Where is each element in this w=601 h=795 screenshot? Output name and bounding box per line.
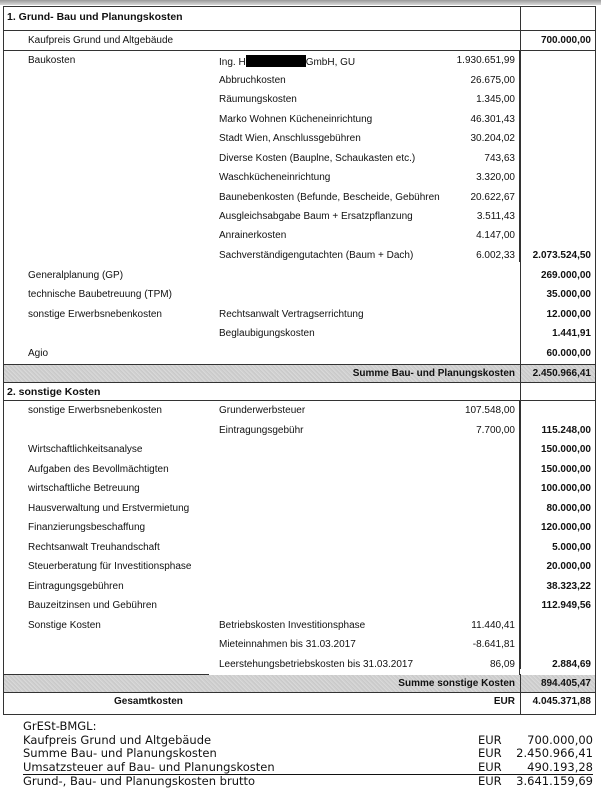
divider: [4, 382, 595, 383]
baukosten-item-label: Waschkücheneinrichtung: [219, 172, 331, 183]
baukosten-item-amount: 3.320,00: [476, 172, 515, 183]
footer-row-label: Grund-, Bau- und Planungskosten brutto: [23, 774, 256, 788]
footer-row-currency: EUR: [478, 774, 502, 788]
amount-column-divider: [519, 400, 520, 675]
baukosten-item-amount: 1.930.651,99: [456, 55, 515, 66]
sonstige-item-label: Mieteinnahmen bis 31.03.2017: [219, 639, 356, 650]
erwerbsnebenkosten-item-total: 1.441,91: [552, 328, 591, 339]
redaction-block: [246, 55, 306, 67]
section1-title: 1. Grund- Bau und Planungskosten: [7, 11, 183, 23]
divider: [4, 6, 595, 7]
total-column-divider: [520, 382, 521, 669]
total-column-divider: [520, 692, 521, 714]
erwerbsnebenkosten-item-label: Rechtsanwalt Vertragserrichtung: [219, 309, 364, 320]
tpm-total: 35.000,00: [546, 289, 591, 300]
baukosten-item-label: Sachverständigengutachten (Baum + Dach): [219, 250, 414, 261]
section1-summe-total: 2.450.966,41: [532, 368, 591, 379]
cost-row-total: 80.000,00: [546, 503, 591, 514]
gesamtkosten-currency: EUR: [493, 696, 515, 707]
baukosten-item-amount: 46.301,43: [470, 114, 515, 125]
baukosten-total: 2.073.524,50: [532, 250, 591, 261]
sonstige-item-label: Betriebskosten Investitionsphase: [219, 620, 366, 631]
cost-row-label: Aufgaben des Bevollmächtigten: [28, 464, 169, 475]
divider: [4, 30, 595, 31]
baukosten-item-label: Diverse Kosten (Bauplne, Schaukasten etc.): [219, 153, 416, 164]
baukosten-item-amount: 4.147,00: [476, 230, 515, 241]
baukosten-item-amount: 1.345,00: [476, 94, 515, 105]
baukosten-item-label: Abbruchkosten: [219, 75, 286, 86]
baukosten-item-label: Ing. H GmbH, GU: [219, 57, 356, 68]
grest-bmgl-summary: [23, 720, 593, 789]
amount-column-divider: [519, 50, 520, 262]
baukosten-item-label: Anrainerkosten: [219, 230, 287, 241]
baukosten-item-amount: 30.204,02: [470, 133, 515, 144]
erwerbsnebenkosten2-label: sonstige Erwerbsnebenkosten: [28, 405, 162, 416]
cost-row-total: 112.949,56: [541, 600, 591, 611]
cost-row-label: Eintragungsgebühren: [28, 581, 124, 592]
cost-row-total: 100.000,00: [540, 483, 591, 494]
cost-row-label: Wirtschaftlichkeitsanalyse: [28, 444, 143, 455]
erwerbsnebenkosten-item-total: 12.000,00: [546, 309, 591, 320]
erwerbsnebenkosten2-total: 115.248,00: [541, 425, 591, 436]
erwerbsnebenkosten2-item-label: Grunderwerbsteuer: [219, 405, 306, 416]
footer-title-text: GrESt-BMGL:: [23, 719, 97, 733]
page-top-edge: [0, 0, 601, 5]
cost-row-label: Bauzeitzinsen und Gebühren: [28, 600, 157, 611]
baukosten-item-amount: 6.002,33: [476, 250, 515, 261]
baukosten-item-amount: 743,63: [484, 153, 515, 164]
generalplanung-total: 269.000,00: [540, 270, 591, 281]
sonstige-item-amount: 11.440,41: [471, 620, 515, 631]
tpm-label: technische Baubetreuung (TPM): [28, 289, 172, 300]
cost-row-label: Hausverwaltung und Erstvermietung: [28, 503, 190, 514]
baukosten-item-label: Ausgleichsabgabe Baum + Ersatzpflanzung: [219, 211, 413, 222]
sonstige-item-label: Leerstehungsbetriebskosten bis 31.03.2017: [219, 659, 414, 670]
divider: [4, 50, 595, 51]
sonstige-item-amount: 86,09: [489, 659, 515, 670]
sonstige-total: 2.884,69: [552, 659, 591, 670]
erwerbsnebenkosten2-item-amount: 107.548,00: [464, 405, 515, 416]
footer-row-currency: EUR: [478, 732, 502, 747]
divider: [4, 692, 595, 693]
footer-row-label: Umsatzsteuer auf Bau- und Planungskosten: [23, 759, 275, 774]
section1-summe-label: Summe Bau- und Planungskosten: [352, 368, 515, 379]
gesamtkosten-label: Gesamtkosten: [114, 696, 183, 707]
agio-total: 60.000,00: [546, 348, 591, 359]
footer-row-amount: 490.193,28: [527, 759, 593, 774]
baukosten-label: Baukosten: [28, 55, 76, 66]
cost-row-label: Rechtsanwalt Treuhandschaft: [28, 542, 160, 553]
baukosten-item-label: Räumungskosten: [219, 94, 297, 105]
sonstige-kosten-label: Sonstige Kosten: [28, 620, 101, 631]
baukosten-item-amount: 3.511,43: [476, 211, 515, 222]
erwerbsnebenkosten2-item-label: Eintragungsgebühr: [219, 425, 304, 436]
footer-row-amount: 700.000,00: [527, 732, 593, 747]
footer-row: [23, 761, 593, 776]
footer-row: [23, 775, 593, 789]
baukosten-item-label: Marko Wohnen Kücheneinrichtung: [219, 114, 373, 125]
cost-row-label: Finanzierungsbeschaffung: [28, 522, 146, 533]
footer-row-label: Kaufpreis Grund und Altgebäude: [23, 732, 212, 747]
footer-row-amount: 3.641.159,69: [516, 774, 593, 788]
cost-table: [3, 6, 596, 715]
generalplanung-label: Generalplanung (GP): [28, 270, 124, 281]
erwerbsnebenkosten2-item-amount: 7.700,00: [476, 425, 515, 436]
sonstige-item-amount: -8.641,81: [472, 639, 515, 650]
cost-row-total: 120.000,00: [540, 522, 591, 533]
cost-row-total: 20.000,00: [546, 561, 591, 572]
cost-row-total: 150.000,00: [540, 444, 591, 455]
agio-label: Agio: [28, 348, 49, 359]
footer-row: [23, 747, 593, 761]
footer-row-currency: EUR: [478, 746, 502, 760]
kaufpreis-total: 700.000,00: [540, 35, 591, 46]
section2-summe-total: 894.405,47: [540, 678, 591, 689]
footer-row-label: Summe Bau- und Planungskosten: [23, 746, 217, 760]
erwerbsnebenkosten-label: sonstige Erwerbsnebenkosten: [28, 309, 162, 320]
footer-row-amount: 2.450.966,41: [516, 746, 593, 760]
footer-row-currency: EUR: [478, 759, 502, 774]
cost-row-total: 5.000,00: [552, 542, 591, 553]
cost-row-total: 150.000,00: [540, 464, 591, 475]
footer-row: [23, 734, 593, 748]
baukosten-item-label: Baunebenkosten (Befunde, Bescheide, Gebühren: [219, 192, 440, 203]
cost-row-label: Steuerberatung für Investitionsphase: [28, 561, 192, 572]
total-column-divider: [520, 364, 521, 383]
baukosten-item-label: Stadt Wien, Anschlussgebühren: [219, 133, 361, 144]
kaufpreis-label: Kaufpreis Grund und Altgebäude: [28, 35, 174, 46]
total-column-divider: [520, 6, 521, 400]
section2-title: 2. sonstige Kosten: [7, 386, 101, 398]
gesamtkosten-total: 4.045.371,88: [532, 696, 591, 707]
baukosten-item-amount: 20.622,67: [470, 192, 515, 203]
erwerbsnebenkosten-item-label: Beglaubigungskosten: [219, 328, 315, 339]
total-column-divider: [520, 674, 521, 693]
baukosten-item-amount: 26.675,00: [470, 75, 515, 86]
section2-summe-label: Summe sonstige Kosten: [398, 678, 515, 689]
cost-row-total: 38.323,22: [546, 581, 591, 592]
divider: [4, 714, 595, 715]
cost-row-label: wirtschaftliche Betreuung: [28, 483, 140, 494]
footer-title: [23, 720, 593, 734]
divider: [4, 400, 595, 401]
